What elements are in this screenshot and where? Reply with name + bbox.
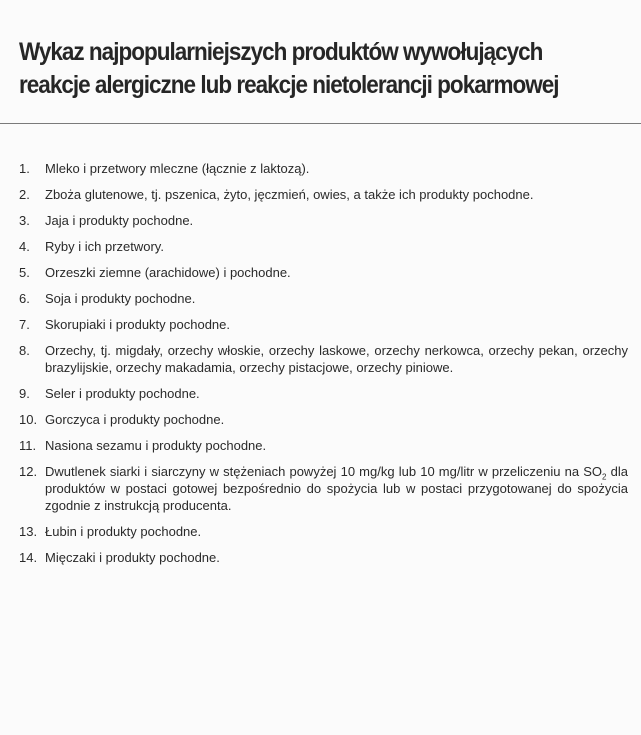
item-number: 12. xyxy=(19,464,38,479)
list-item xyxy=(0,342,641,376)
list-item xyxy=(0,437,641,454)
item-number: 5. xyxy=(19,265,30,280)
item-text: Soja i produkty pochodne. xyxy=(45,291,196,306)
item-text: Zboża glutenowe, tj. pszenica, żyto, jęczmień, owies, a także ich produkty pochodne. xyxy=(45,187,534,202)
item-text: Gorczyca i produkty pochodne. xyxy=(45,412,225,427)
title-divider xyxy=(0,123,641,124)
list-item xyxy=(0,264,641,281)
list-item xyxy=(0,549,641,566)
list-item xyxy=(0,316,641,333)
item-text xyxy=(45,463,628,514)
list-item xyxy=(0,463,641,514)
item-text: Jaja i produkty pochodne. xyxy=(45,213,194,228)
item-text-part: dla produktów w postaci gotowej bezpośrednio do spożycia lub w postaci przygotowanej do spożycia zgodnie z instrukcją producenta. xyxy=(45,464,628,513)
item-text: Seler i produkty pochodne. xyxy=(45,386,200,401)
item-number: 10. xyxy=(19,412,38,427)
item-text: Orzeszki ziemne (arachidowe) i pochodne. xyxy=(45,265,291,280)
item-number: 6. xyxy=(19,291,30,306)
title-line-2: reakcje alergiczne lub reakcje nietolerancji pokarmowej xyxy=(19,71,559,99)
item-text-part: Dwutlenek siarki i siarczyny w stężeniach powyżej 10 mg/kg lub 10 mg/litr w przeliczeniu na SO xyxy=(45,464,603,479)
item-number: 9. xyxy=(19,386,30,401)
list-item xyxy=(0,212,641,229)
list-item xyxy=(0,385,641,402)
item-number: 11. xyxy=(19,438,37,453)
item-number: 2. xyxy=(19,187,30,202)
item-number: 14. xyxy=(19,550,38,565)
list-item xyxy=(0,238,641,255)
page-title xyxy=(19,36,568,102)
item-text: Orzechy, tj. migdały, orzechy włoskie, orzechy laskowe, orzechy nerkowca, orzechy pekan, orzechy brazylijskie, orzechy makadamia, orzechy pistacjowe, orzechy piniowe. xyxy=(45,343,628,375)
item-number: 4. xyxy=(19,239,30,254)
list-item xyxy=(0,411,641,428)
item-number: 8. xyxy=(19,343,30,358)
item-text: Mięczaki i produkty pochodne. xyxy=(45,550,220,565)
item-text: Skorupiaki i produkty pochodne. xyxy=(45,317,231,332)
item-text: Ryby i ich przetwory. xyxy=(45,239,164,254)
title-line-1: Wykaz najpopularniejszych produktów wywołujących xyxy=(19,38,543,66)
item-text: Mleko i przetwory mleczne (łącznie z laktozą). xyxy=(45,161,310,176)
item-number: 1. xyxy=(19,161,30,176)
item-text: Łubin i produkty pochodne. xyxy=(45,524,202,539)
item-number: 3. xyxy=(19,213,30,228)
item-number: 7. xyxy=(19,317,30,332)
item-text: Nasiona sezamu i produkty pochodne. xyxy=(45,438,267,453)
allergen-list xyxy=(0,160,641,575)
subscript-2: 2 xyxy=(602,472,607,482)
list-item xyxy=(0,290,641,307)
list-item xyxy=(0,523,641,540)
list-item xyxy=(0,186,641,203)
list-item xyxy=(0,160,641,177)
item-number: 13. xyxy=(19,524,38,539)
